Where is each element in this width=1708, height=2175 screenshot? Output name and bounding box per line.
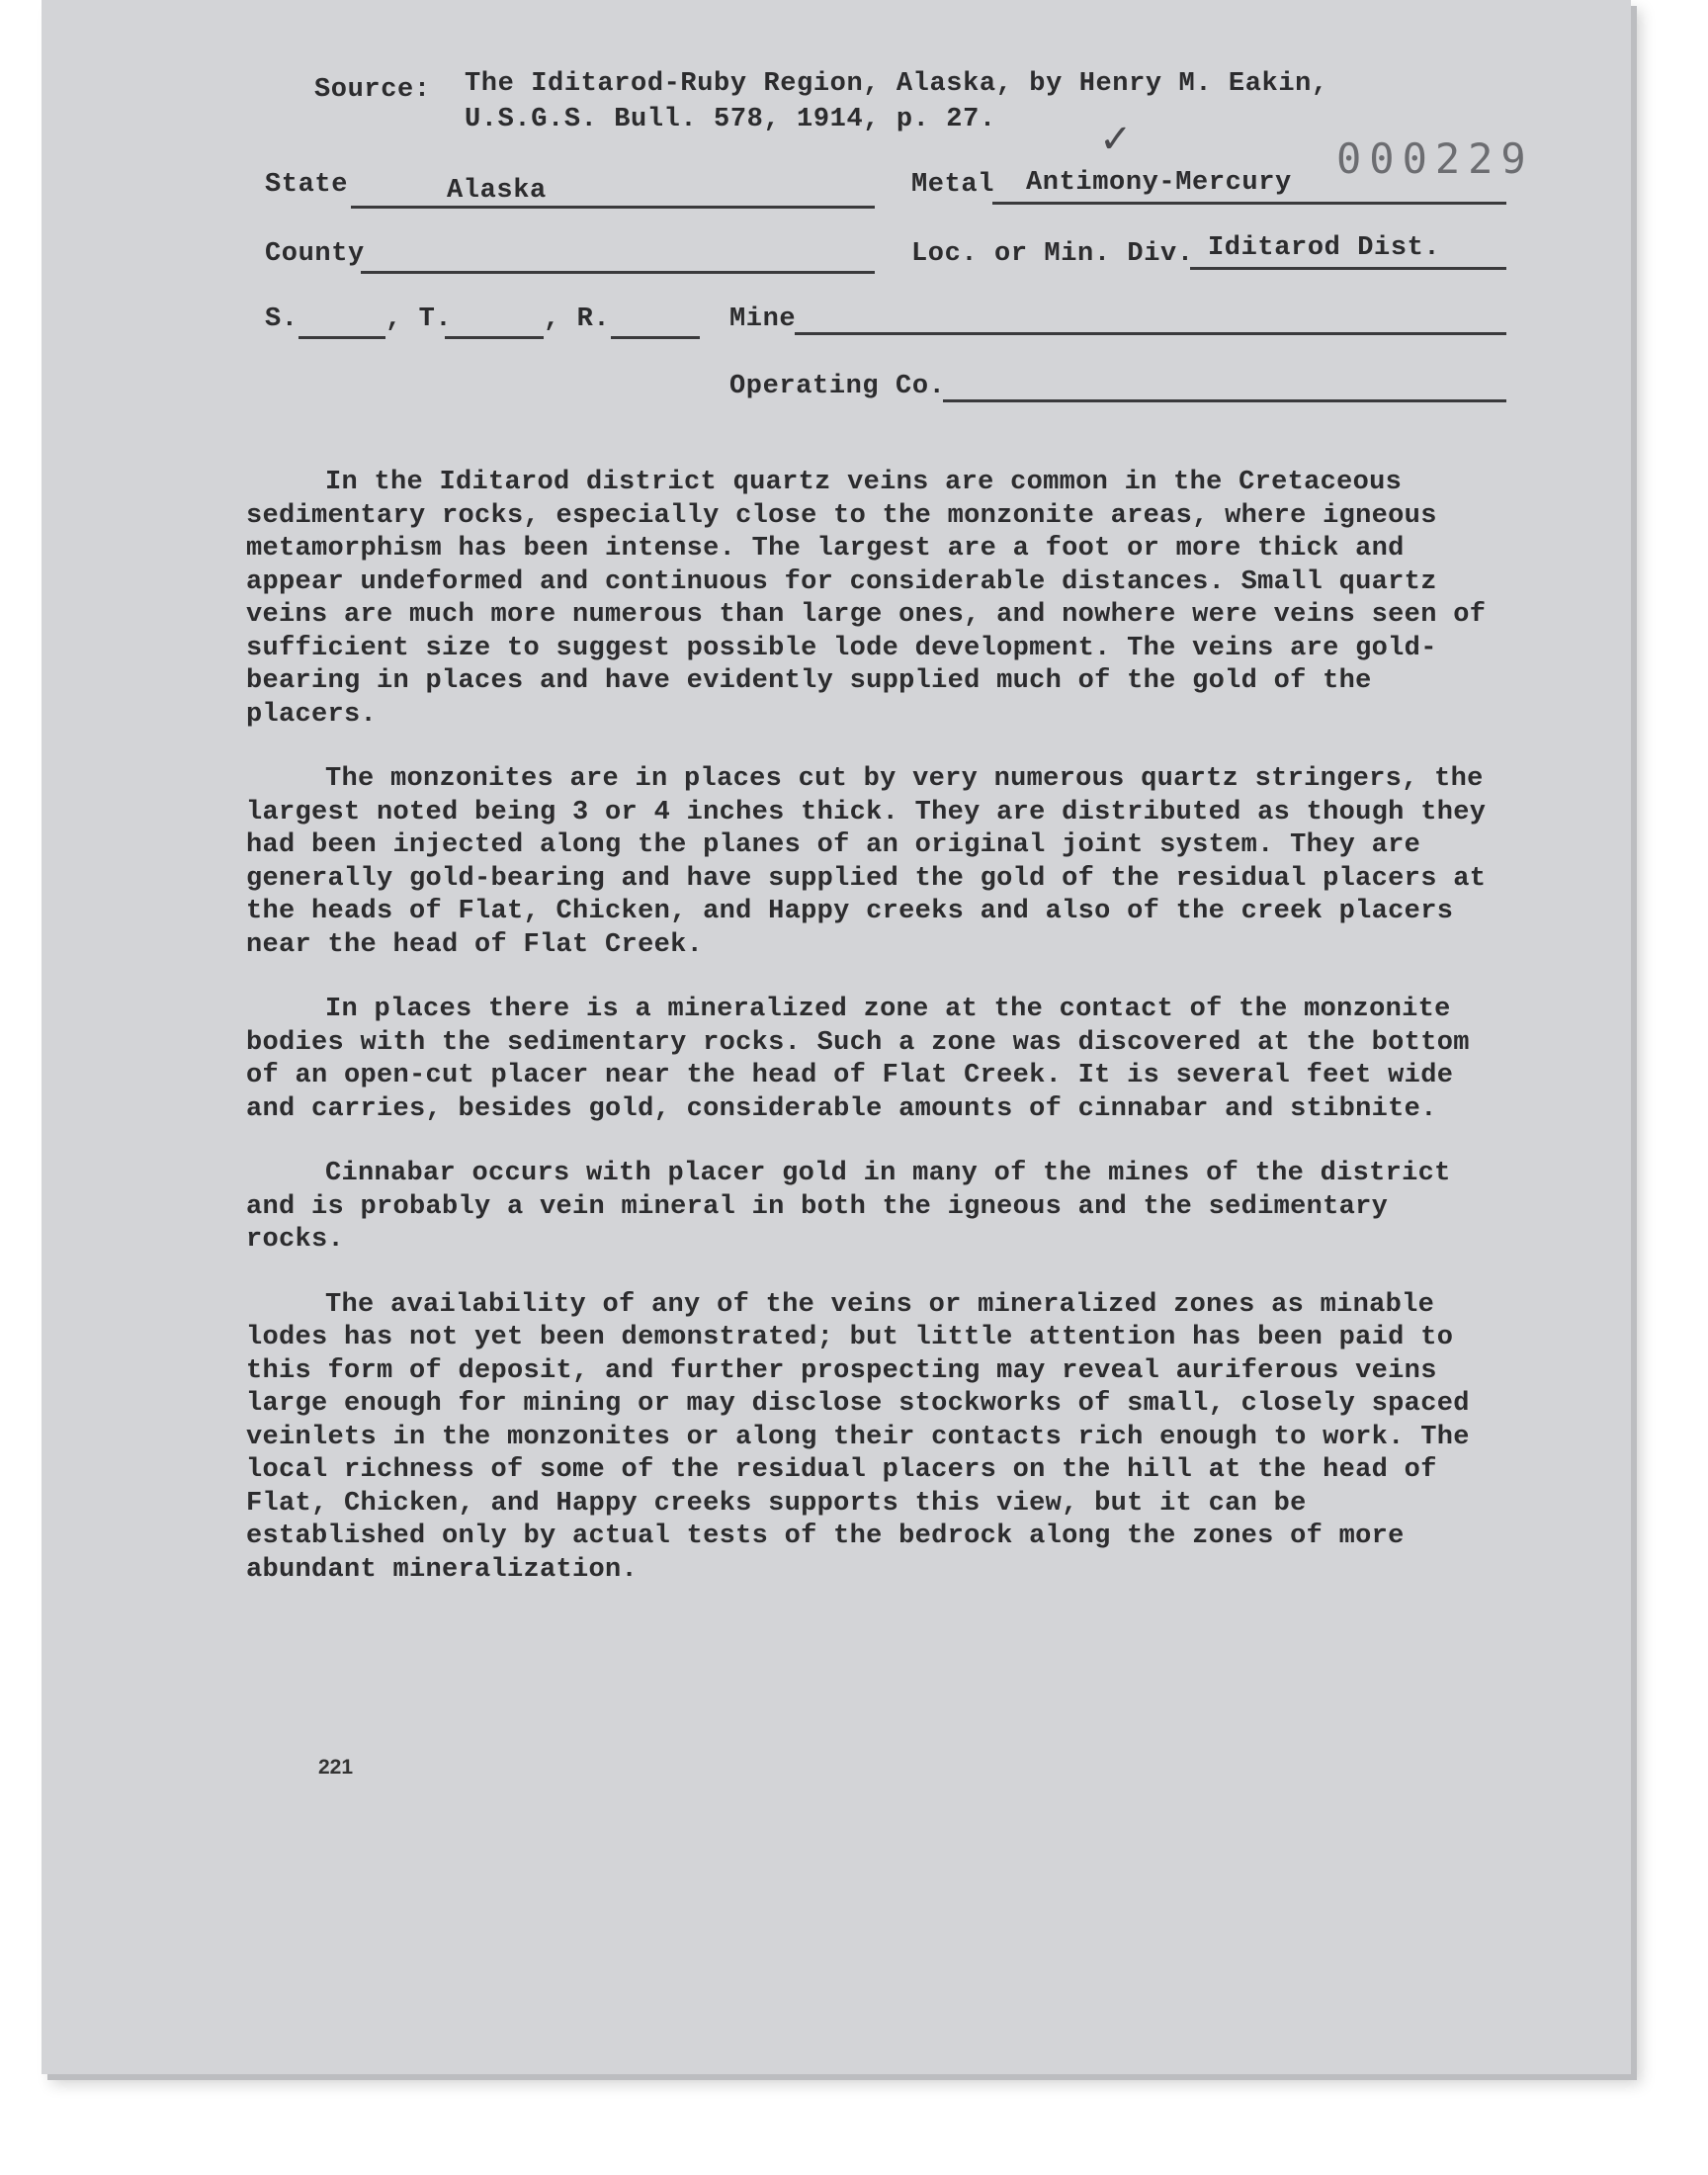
paragraph: The monzonites are in places cut by very numerous quartz stringers, the largest noted being 3 or 4 inches thick. They are distributed as though they had been injected along the planes of an original joint system. They are generally gold-bearing and have supplied the gold of the residual placers at the heads of Flat, Chicken, and Happy creeks and also of the creek placers near the head of Flat Creek. <box>246 764 1487 960</box>
paragraph: In the Iditarod district quartz veins are common in the Cretaceous sedimentary rocks, especially close to the monzonite areas, where igneous metamorphism has been intense. The largest are a foot or more thick and appear undeformed and continuous for considerable distances. Small quartz veins are much more numerous than large ones, and nowhere were veins seen of sufficient size to suggest possible lode development. The veins are gold-bearing in places and have evidently supplied much of the gold of the placers. <box>246 468 1487 730</box>
metal-field-line <box>992 202 1506 205</box>
page-number: 221 <box>318 1756 354 1779</box>
county-field-line <box>361 271 875 274</box>
section-label: S. <box>265 304 299 334</box>
range-label: , R. <box>544 304 611 334</box>
checkmark-icon: ✓ <box>1099 117 1133 162</box>
metal-value: Antimony-Mercury <box>1026 168 1292 198</box>
county-label: County <box>265 239 365 269</box>
document-sheet <box>42 0 1631 2074</box>
source-citation-line2: U.S.G.S. Bull. 578, 1914, p. 27. <box>465 105 996 134</box>
loc-field-line <box>1190 267 1506 270</box>
paragraph: In places there is a mineralized zone at the contact of the monzonite bodies with the sedimentary rocks. Such a zone was discovered at the bottom of an open-cut placer near the head of Flat Creek. It is several feet wide and carries, besides gold, considerable amounts of cinnabar and stibnite. <box>246 995 1470 1124</box>
source-citation-line1: The Iditarod-Ruby Region, Alaska, by Henry M. Eakin, <box>465 69 1328 99</box>
operating-co-label: Operating Co. <box>729 372 946 401</box>
state-field-line <box>351 206 875 209</box>
document-number: 000229 <box>1336 134 1534 183</box>
section-field-line <box>299 336 385 339</box>
township-label: , T. <box>385 304 453 334</box>
paragraph: Cinnabar occurs with placer gold in many of the mines of the district and is probably a vein mineral in both the igneous and the sedimentary rocks. <box>246 1159 1451 1255</box>
range-field-line <box>611 336 700 339</box>
loc-label: Loc. or Min. Div. <box>911 239 1194 269</box>
mine-label: Mine <box>729 304 797 334</box>
operating-co-field-line <box>943 399 1506 402</box>
state-label: State <box>265 170 349 200</box>
state-value: Alaska <box>447 176 547 206</box>
body-text <box>246 467 1492 1618</box>
metal-label: Metal <box>911 170 995 200</box>
loc-value: Iditarod Dist. <box>1208 233 1441 263</box>
township-field-line <box>445 336 544 339</box>
mine-field-line <box>795 332 1506 335</box>
source-label: Source: <box>314 75 431 105</box>
paragraph: The availability of any of the veins or mineralized zones as minable lodes has not yet been demonstrated; but little attention has been paid to this form of deposit, and further prospecting may reveal auriferous veins large enough for mining or may disclose stockworks of small, closely spaced veinlets in the monzonites or along their contacts rich enough to work. The local richness of some of the residual placers on the hill at the head of Flat, Chicken, and Happy creeks supports this view, but it can be established only by actual tests of the bedrock along the zones of more abundant mineralization. <box>246 1289 1470 1585</box>
